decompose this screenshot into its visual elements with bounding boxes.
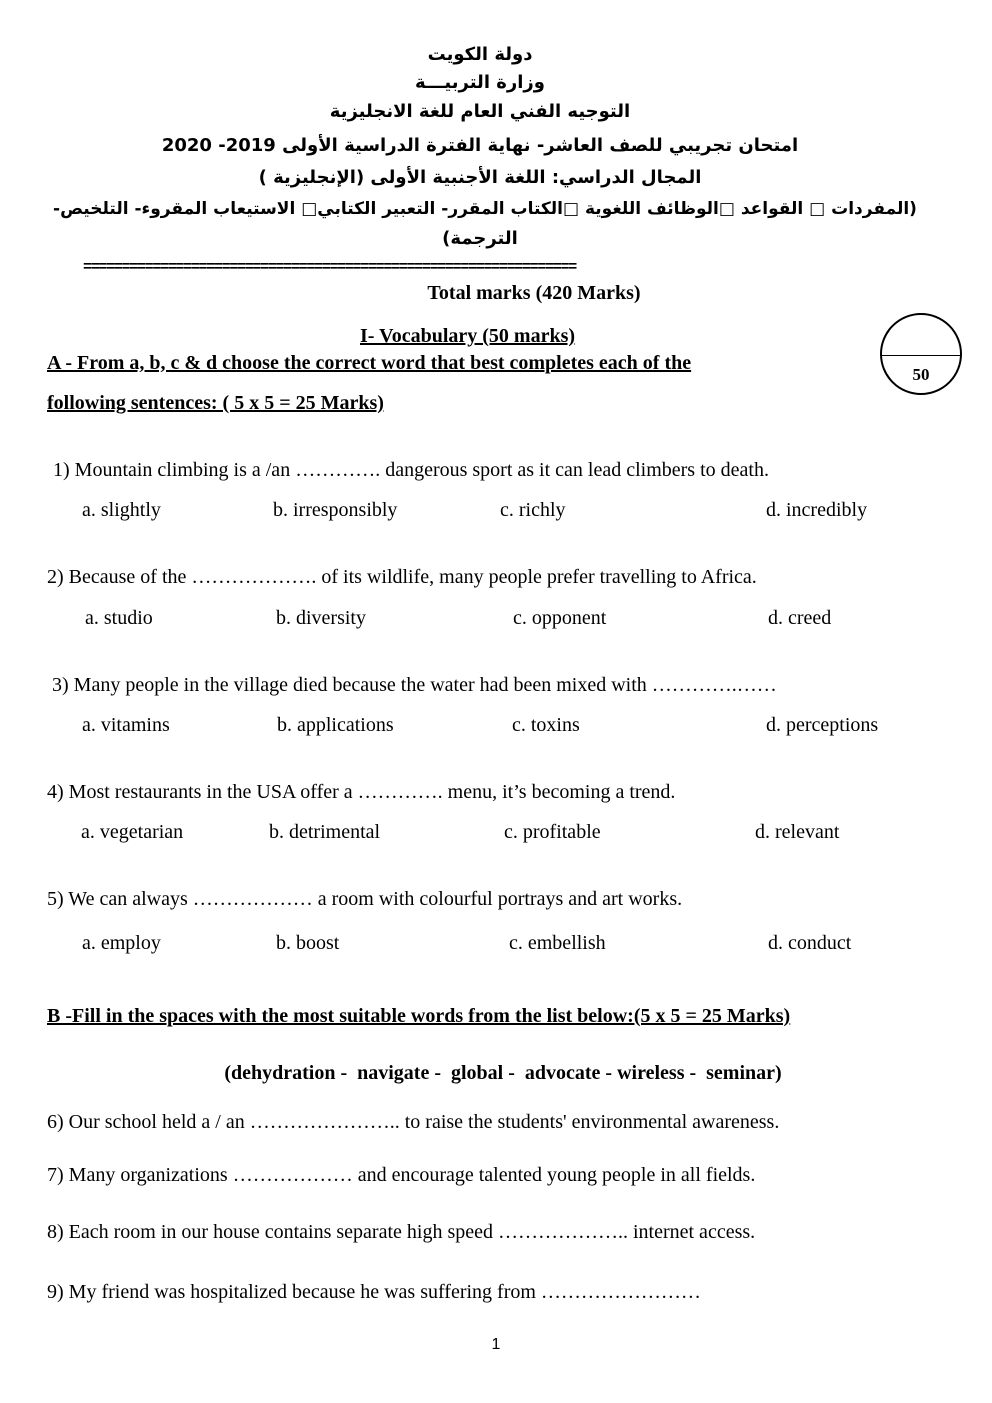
header-skills-line-2: الترجمة) xyxy=(442,228,518,249)
q3-option-d: d. perceptions xyxy=(766,714,879,736)
q2-option-a: a. studio xyxy=(85,607,153,629)
total-marks: Total marks (420 Marks) xyxy=(427,282,641,304)
part-a-instruction-line1: A - From a, b, c & d choose the correct word that best completes each of the xyxy=(47,352,692,374)
header-skills-line: (المفردات □ القواعد □الوظائف اللغوية □الكتاب المقرر- التعبير الكتابي□ الاستيعاب المقروء- التلخيص- xyxy=(53,199,917,219)
score-divider xyxy=(882,355,960,356)
q5-option-a: a. employ xyxy=(82,932,161,954)
score-circle xyxy=(880,313,962,395)
q4-option-d: d. relevant xyxy=(755,821,840,843)
part-b-instruction: B -Fill in the spaces with the most suitable words from the list below:(5 x 5 = 25 Marks) xyxy=(47,1005,791,1027)
q2-option-d: d. creed xyxy=(768,607,832,629)
q5-option-b: b. boost xyxy=(276,932,340,954)
q1-option-d: d. incredibly xyxy=(766,499,868,521)
q2-option-b: b. diversity xyxy=(276,607,366,629)
question-3: 3) Many people in the village died because the water had been mixed with ………….…… xyxy=(52,674,777,696)
question-2: 2) Because of the ………………. of its wildlife, many people prefer travelling to Africa. xyxy=(47,566,757,588)
header-exam-title: امتحان تجريبي للصف العاشر- نهاية الفترة الدراسية الأولى 2019- 2020 xyxy=(161,135,799,156)
header-subject-field: المجال الدراسي: اللغة الأجنبية الأولى (الإنجليزية ) xyxy=(258,167,702,188)
q1-option-a: a. slightly xyxy=(82,499,161,521)
q4-option-b: b. detrimental xyxy=(269,821,381,843)
q1-option-c: c. richly xyxy=(500,499,566,521)
page-number: 1 xyxy=(491,1336,501,1353)
q5-option-c: c. embellish xyxy=(509,932,606,954)
question-8: 8) Each room in our house contains separate high speed ……………….. internet access. xyxy=(47,1221,756,1243)
part-a-instruction-line2: following sentences: ( 5 x 5 = 25 Marks) xyxy=(47,392,384,414)
word-list: (dehydration - navigate - global - advocate - wireless - seminar) xyxy=(224,1062,782,1084)
q3-option-a: a. vitamins xyxy=(82,714,170,736)
q3-option-c: c. toxins xyxy=(512,714,580,736)
question-1: 1) Mountain climbing is a /an …………. dangerous sport as it can lead climbers to death. xyxy=(53,459,769,481)
score-value: 50 xyxy=(912,365,930,384)
header-department: التوجيه الفني العام للغة الانجليزية xyxy=(329,101,631,122)
header-ministry: وزارة التربيـــة xyxy=(415,72,545,93)
question-4: 4) Most restaurants in the USA offer a …………. menu, it’s becoming a trend. xyxy=(47,781,676,803)
question-7: 7) Many organizations ……………… and encourage talented young people in all fields. xyxy=(47,1164,756,1186)
question-9: 9) My friend was hospitalized because he was suffering from …………………… xyxy=(47,1281,701,1303)
q1-option-b: b. irresponsibly xyxy=(273,499,398,521)
question-6: 6) Our school held a / an ………………….. to raise the students' environmental awareness. xyxy=(47,1111,780,1133)
q2-option-c: c. opponent xyxy=(513,607,607,629)
separator-line: ================================================================ xyxy=(83,259,576,276)
q5-option-d: d. conduct xyxy=(768,932,852,954)
question-5: 5) We can always ……………… a room with colourful portrays and art works. xyxy=(47,888,683,910)
header-country: دولة الكويت xyxy=(427,44,533,65)
q4-option-c: c. profitable xyxy=(504,821,601,843)
q4-option-a: a. vegetarian xyxy=(81,821,184,843)
q3-option-b: b. applications xyxy=(277,714,394,736)
section-title: I- Vocabulary (50 marks) xyxy=(360,325,576,347)
